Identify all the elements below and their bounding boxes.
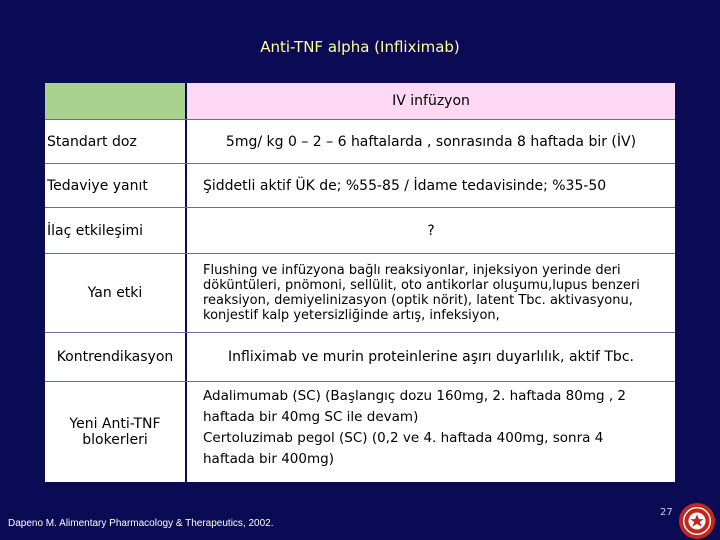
table-row-interaction bbox=[45, 208, 675, 254]
row-label: Yan etki bbox=[45, 254, 185, 332]
row-value: Flushing ve infüzyona bağlı reaksiyonlar, injeksiyon yerinde deri döküntüleri, pnömoni, sellülit, oto antikorlar oluşumu,lupus benzeri reaksiyon, demiyelinizasyon (optik nörit), latent Tbc. aktivasyonu, konjestif kalp yetersizliğinde artış, infeksiyon, bbox=[185, 254, 675, 332]
row-label: Tedaviye yanıt bbox=[45, 164, 185, 207]
row-value: ? bbox=[185, 208, 675, 253]
value-line: haftada bir 40mg SC ile devam) bbox=[203, 409, 419, 425]
row-value: 5mg/ kg 0 – 2 – 6 haftalarda , sonrasında 8 haftada bir (İV) bbox=[185, 120, 675, 163]
table-row-response bbox=[45, 164, 675, 208]
table-row-new-blockers bbox=[45, 382, 675, 482]
drug-info-table bbox=[45, 83, 675, 482]
value-line: Adalimumab (SC) (Başlangıç dozu 160mg, 2. haftada 80mg , 2 bbox=[203, 388, 627, 404]
row-value: Şiddetli aktif ÜK de; %55-85 / İdame tedavisinde; %35-50 bbox=[185, 164, 675, 207]
reference-citation: Dapeno M. Alimentary Pharmacology & Therapeutics, 2002. bbox=[8, 518, 274, 529]
header-iv-infusion: IV infüzyon bbox=[185, 83, 675, 119]
row-label: İlaç etkileşimi bbox=[45, 208, 185, 253]
page-number: 27 bbox=[660, 507, 673, 518]
table-header-row bbox=[45, 83, 675, 120]
header-empty-cell bbox=[45, 83, 185, 119]
slide-title: Anti-TNF alpha (Infliximab) bbox=[260, 38, 460, 56]
table-row-side-effects bbox=[45, 254, 675, 333]
row-label: Standart doz bbox=[45, 120, 185, 163]
row-value: Infliximab ve murin proteinlerine aşırı duyarlılık, aktif Tbc. bbox=[185, 333, 675, 381]
table-row-standard-dose bbox=[45, 120, 675, 164]
row-value bbox=[185, 382, 675, 482]
row-label: Kontrendikasyon bbox=[45, 333, 185, 381]
value-line: haftada bir 400mg) bbox=[203, 451, 334, 467]
value-line: Certoluzimab pegol (SC) (0,2 ve 4. haftada 400mg, sonra 4 bbox=[203, 430, 604, 446]
university-logo-icon bbox=[678, 502, 716, 540]
row-label: Yeni Anti-TNF blokerleri bbox=[45, 382, 185, 482]
table-row-contraindication bbox=[45, 333, 675, 382]
